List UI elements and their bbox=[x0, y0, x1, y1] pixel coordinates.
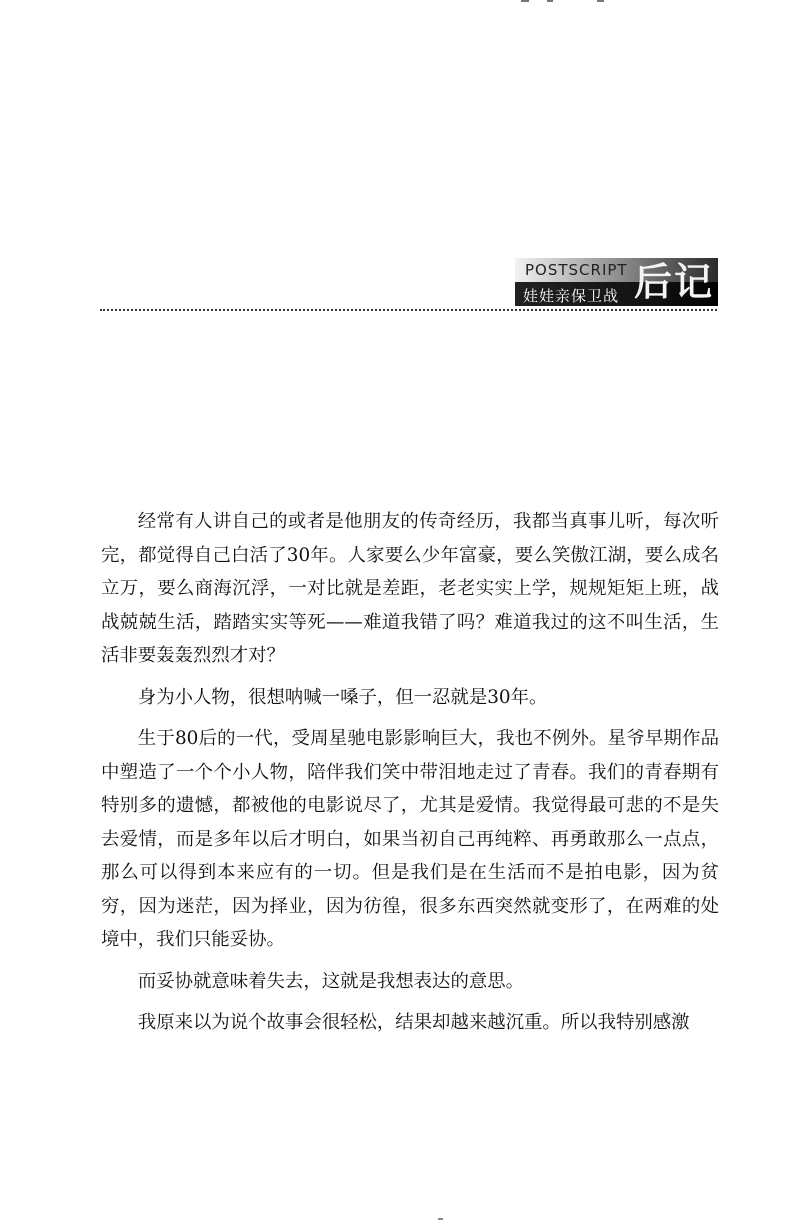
paragraph: 经常有人讲自己的或者是他朋友的传奇经历，我都当真事儿听，每次听完，都觉得自己白活了30年。人家要么少年富豪，要么笑傲江湖，要么成名立万，要么商海沉浮，一对比就是差距，老老实实上学，规规矩矩上班，战战兢兢生活，踏踏实实等死——难道我错了吗？难道我过的这不叫生活，生活非要轰轰烈烈才对？ bbox=[101, 511, 719, 666]
scan-mark bbox=[521, 0, 529, 2]
scan-speck bbox=[438, 1218, 443, 1220]
page-body bbox=[101, 505, 719, 1048]
paragraph: 而妥协就意味着失去，这就是我想表达的意思。 bbox=[137, 970, 525, 992]
header-divider bbox=[100, 309, 717, 311]
postscript-label: POSTSCRIPT bbox=[525, 261, 628, 279]
scan-mark bbox=[597, 0, 604, 2]
running-header-banner bbox=[515, 258, 718, 306]
paragraph: 生于80后的一代，受周星驰电影影响巨大，我也不例外。星爷早期作品中塑造了一个个小人物，陪伴我们笑中带泪地走过了青春。我们的青春期有特别多的遗憾，都被他的电影说尽了，尤其是爱情。我觉得最可悲的不是失去爱情，而是多年以后才明白，如果当初自己再纯粹、再勇敢那么一点点，那么可以得到本来应有的一切。但是我们是在生活而不是拍电影，因为贫穷，因为迷茫，因为择业，因为彷徨，很多东西突然就变形了，在两难的处境中，我们只能妥协。 bbox=[101, 728, 719, 950]
chapter-title: 后记 bbox=[633, 260, 714, 304]
paragraph: 身为小人物，很想呐喊一嗓子，但一忍就是30年。 bbox=[137, 686, 548, 708]
book-subtitle: 娃娃亲保卫战 bbox=[523, 287, 620, 305]
scan-mark bbox=[547, 0, 553, 2]
paragraph: 我原来以为说个故事会很轻松，结果却越来越沉重。所以我特别感激 bbox=[137, 1012, 690, 1033]
